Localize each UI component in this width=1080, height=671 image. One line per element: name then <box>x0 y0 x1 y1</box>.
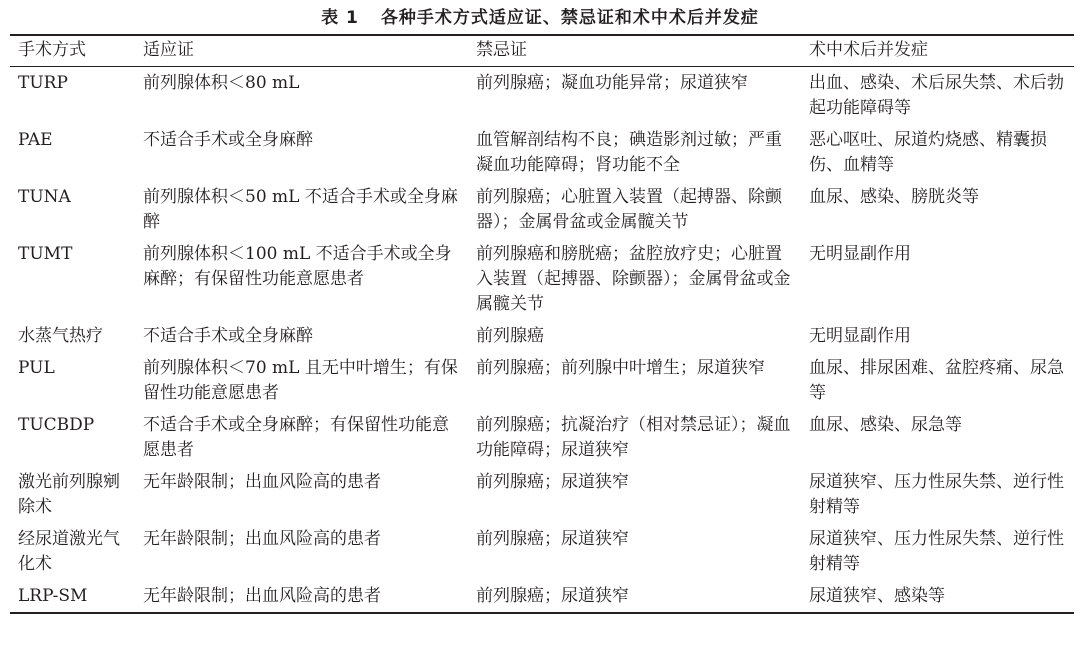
cell-method: PUL <box>18 358 55 378</box>
table-row <box>10 320 1074 352</box>
cell-method: TUMT <box>18 244 73 264</box>
table-body <box>10 67 1074 614</box>
table-row <box>10 181 1074 238</box>
cell-complications: 尿道狭窄、压力性尿失禁、逆行性射精等 <box>809 472 1064 517</box>
header-row <box>10 35 1074 67</box>
table-row <box>10 352 1074 409</box>
cell-method: PAE <box>18 130 53 150</box>
cell-indications: 前列腺体积＜50 mL 不适合手术或全身麻醉 <box>143 187 458 232</box>
cell-complications: 血尿、感染、膀胱炎等 <box>809 187 979 207</box>
surgery-comparison-table <box>10 34 1074 614</box>
cell-indications: 无年龄限制；出血风险高的患者 <box>143 472 381 492</box>
cell-complications: 尿道狭窄、感染等 <box>809 586 945 606</box>
header-method: 手术方式 <box>18 40 86 60</box>
table-caption <box>0 3 1080 28</box>
cell-indications: 不适合手术或全身麻醉；有保留性功能意愿患者 <box>143 415 449 460</box>
cell-method: TUNA <box>18 187 71 207</box>
cell-contraindications: 前列腺癌；心脏置入装置（起搏器、除颤器）；金属骨盆或金属髋关节 <box>476 187 782 232</box>
cell-indications: 前列腺体积＜80 mL <box>143 73 300 93</box>
cell-indications: 不适合手术或全身麻醉 <box>143 326 313 346</box>
cell-method: LRP-SM <box>18 586 88 606</box>
header-contraindications: 禁忌证 <box>476 40 527 60</box>
cell-contraindications: 前列腺癌 <box>476 326 544 346</box>
header-indications: 适应证 <box>143 40 194 60</box>
cell-complications: 血尿、感染、尿急等 <box>809 415 962 435</box>
cell-contraindications: 前列腺癌；尿道狭窄 <box>476 529 629 549</box>
table-row <box>10 466 1074 523</box>
table-row <box>10 238 1074 320</box>
table-row <box>10 409 1074 466</box>
header-complications: 术中术后并发症 <box>809 40 928 60</box>
cell-complications: 无明显副作用 <box>809 326 911 346</box>
cell-complications: 尿道狭窄、压力性尿失禁、逆行性射精等 <box>809 529 1064 574</box>
table-row <box>10 67 1074 125</box>
table-header <box>10 35 1074 67</box>
table-title: 各种手术方式适应证、禁忌证和术中术后并发症 <box>380 8 759 28</box>
cell-contraindications: 前列腺癌和膀胱癌；盆腔放疗史；心脏置入装置（起搏器、除颤器）；金属骨盆或金属髋关节 <box>476 244 791 314</box>
cell-method: 水蒸气热疗 <box>18 326 103 346</box>
table-number: 表 1 <box>321 8 359 28</box>
cell-indications: 前列腺体积＜100 mL 不适合手术或全身麻醉；有保留性功能意愿患者 <box>143 244 452 289</box>
cell-complications: 出血、感染、术后尿失禁、术后勃起功能障碍等 <box>809 73 1064 118</box>
cell-method: 经尿道激光气化术 <box>18 529 120 574</box>
table-row <box>10 523 1074 580</box>
cell-method: 激光前列腺剜除术 <box>18 472 120 517</box>
cell-complications: 血尿、排尿困难、盆腔疼痛、尿急等 <box>809 358 1064 403</box>
table-row <box>10 580 1074 613</box>
cell-indications: 无年龄限制；出血风险高的患者 <box>143 529 381 549</box>
cell-contraindications: 前列腺癌；凝血功能异常；尿道狭窄 <box>476 73 748 93</box>
cell-indications: 不适合手术或全身麻醉 <box>143 130 313 150</box>
cell-contraindications: 血管解剖结构不良；碘造影剂过敏；严重凝血功能障碍；肾功能不全 <box>476 130 782 175</box>
cell-indications: 前列腺体积＜70 mL 且无中叶增生；有保留性功能意愿患者 <box>143 358 458 403</box>
cell-contraindications: 前列腺癌；尿道狭窄 <box>476 472 629 492</box>
cell-contraindications: 前列腺癌；前列腺中叶增生；尿道狭窄 <box>476 358 765 378</box>
cell-method: TUCBDP <box>18 415 95 435</box>
table-row <box>10 124 1074 181</box>
cell-method: TURP <box>18 73 68 93</box>
cell-contraindications: 前列腺癌；抗凝治疗（相对禁忌证）；凝血功能障碍；尿道狭窄 <box>476 415 791 460</box>
cell-contraindications: 前列腺癌；尿道狭窄 <box>476 586 629 606</box>
cell-indications: 无年龄限制；出血风险高的患者 <box>143 586 381 606</box>
cell-complications: 无明显副作用 <box>809 244 911 264</box>
cell-complications: 恶心呕吐、尿道灼烧感、精囊损伤、血精等 <box>809 130 1047 175</box>
